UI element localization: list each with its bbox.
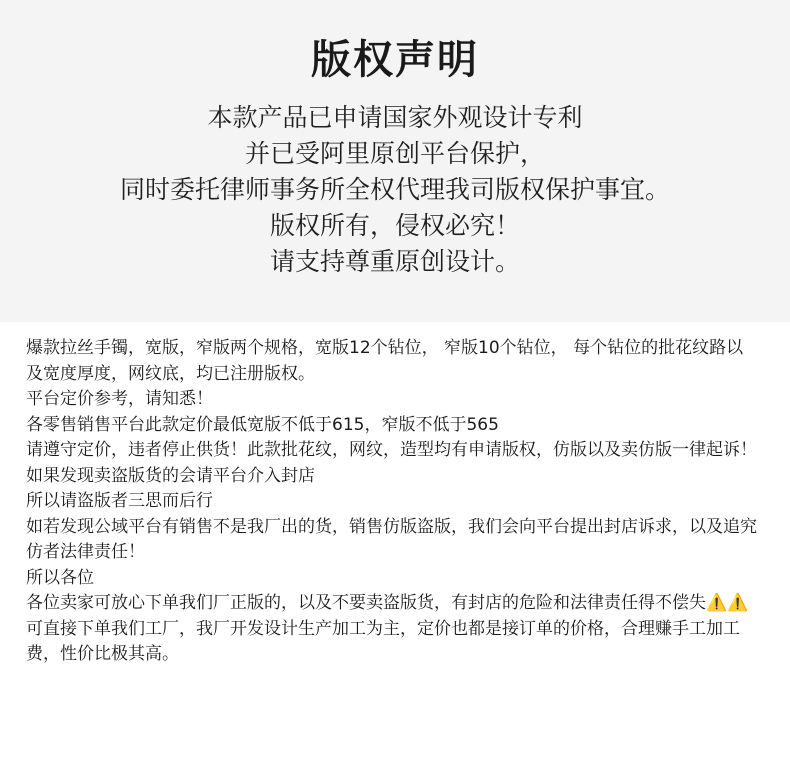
paragraph-store-closure: 如果发现卖盗版货的会请平台介入封店 (26, 465, 315, 486)
paragraph-pricing-note: 平台定价参考，请知悉！ (26, 389, 213, 409)
banner-title: 版权声明 (311, 37, 479, 83)
banner-line-platform-protection: 并已受阿里原创平台保护， (244, 139, 545, 168)
paragraph-seller-advice: 各位卖家可放心下单我们厂正版的，以及不要卖盗版货，有封店的危险和法律责任得不偿失⚠️⚠️ (26, 593, 749, 613)
banner-statement (0, 100, 790, 280)
banner-line-patent: 本款产品已申请国家外观设计专利 (207, 103, 583, 132)
paragraph-warning-pirates: 所以请盗版者三思而后行 (26, 491, 213, 511)
paragraph-address: 所以各位 (26, 567, 94, 588)
banner-line-respect-original: 请支持尊重原创设计。 (269, 247, 520, 276)
notice-body (0, 322, 790, 668)
paragraph-legal-action: 如若发现公域平台有销售不是我厂出的货，销售仿版盗版，我们会向平台提出封店诉求，以及追究仿者法律责任！ (26, 516, 757, 562)
paragraph-minimum-price: 各零售销售平台此款定价最低宽版不低于615，窄版不低于565 (26, 414, 499, 435)
paragraph-factory-order: 可直接下单我们工厂，我厂开发设计生产加工为主，定价也都是接订单的价格，合理赚手工加工费，性价比极其高。 (26, 618, 740, 664)
copyright-banner (0, 0, 790, 322)
paragraph-product-spec: 爆款拉丝手镯，宽版，窄版两个规格，宽版12个钻位， 窄版10个钻位， 每个钻位的批花纹路以及宽度厚度，网纹底，均已注册版权。 (26, 338, 744, 384)
banner-line-all-rights: 版权所有，侵权必究！ (269, 211, 520, 240)
paragraph-pricing-rule: 请遵守定价，违者停止供货！此款批花纹，网纹，造型均有申请版权，仿版以及卖仿版一律起诉！ (26, 440, 757, 460)
banner-line-law-firm: 同时委托律师事务所全权代理我司版权保护事宜。 (119, 175, 670, 204)
